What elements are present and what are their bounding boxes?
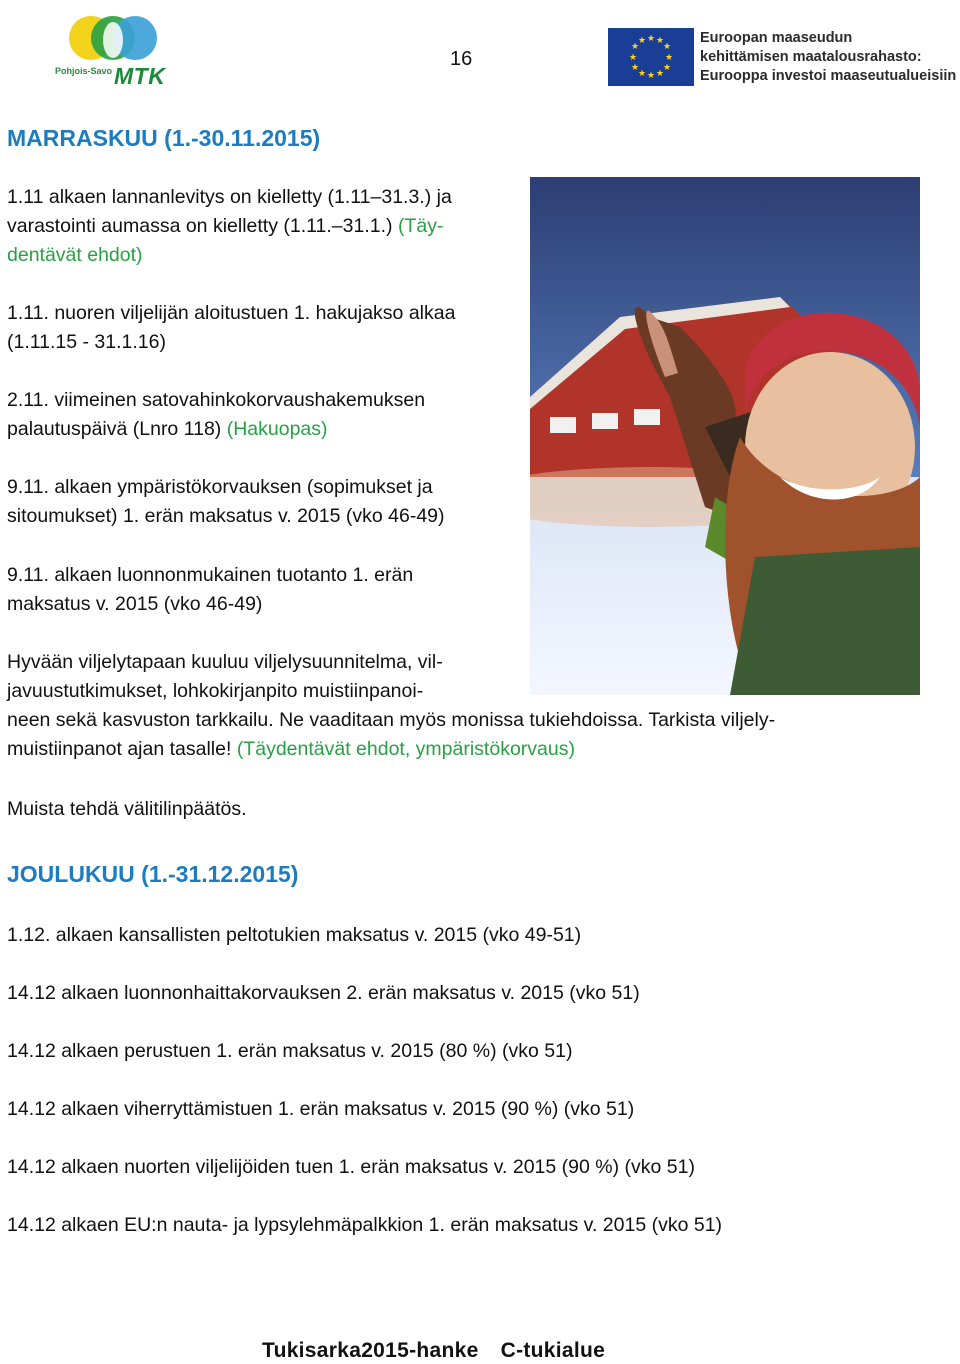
svg-text:★: ★ [630,42,640,52]
svg-text:★: ★ [655,36,665,46]
farm-photo [530,177,920,695]
nov-p5-line2: maksatus v. 2015 (vko 46-49) [7,593,263,615]
nov-p6-line3: neen sekä kasvuston tarkkailu. Ne vaaditaan myös monissa tukiehdoissa. Tarkista viljely- [7,709,776,731]
nov-p2-line1: 1.11. nuoren viljelijän aloitustuen 1. hakujakso alkaa [7,302,456,324]
svg-text:★: ★ [664,53,674,63]
taydentavat-ehdot-link-part2[interactable]: dentävät ehdot) [7,244,143,266]
nov-p6-line4 [7,735,575,764]
nov-p3-line2 [7,415,328,444]
svg-text:★: ★ [646,71,656,81]
nov-p3-line2-text: palautuspäivä (Lnro 118) [7,418,227,440]
eu-flag [608,28,694,86]
dec-item-4: 14.12 alkaen viherryttämistuen 1. erän maksatus v. 2015 (90 %) (vko 51) [7,1098,635,1120]
svg-text:★: ★ [637,36,647,46]
dec-item-5: 14.12 alkaen nuorten viljelijöiden tuen 1. erän maksatus v. 2015 (90 %) (vko 51) [7,1156,695,1178]
nov-p1-line2 [7,212,443,241]
nov-p3-line1: 2.11. viimeinen satovahinkokorvaushakemuksen [7,389,426,411]
dec-item-2: 14.12 alkaen luonnonhaittakorvauksen 2. erän maksatus v. 2015 (vko 51) [7,982,640,1004]
nov-p6-line4-text: muistiinpanot ajan tasalle! [7,738,237,760]
dec-item-3: 14.12 alkaen perustuen 1. erän maksatus v. 2015 (80 %) (vko 51) [7,1040,573,1062]
nov-p5-line1: 9.11. alkaen luonnonmukainen tuotanto 1. erän [7,564,414,586]
dec-item-6: 14.12 alkaen EU:n nauta- ja lypsylehmäpalkkion 1. erän maksatus v. 2015 (vko 51) [7,1214,723,1236]
nov-p1-line1: 1.11 alkaen lannanlevitys on kielletty (1.11–31.3.) ja [7,186,452,208]
footer-project: Tukisarka2015-hanke [262,1339,479,1362]
taydentavat-ehdot-link-part1[interactable]: (Täy- [397,215,444,237]
nov-p2-line2: (1.11.15 - 31.1.16) [7,331,166,353]
page-number: 16 [450,48,473,70]
eu-text-line1: Euroopan maaseudun [700,30,853,46]
svg-text:★: ★ [662,42,672,52]
svg-text:★: ★ [662,63,672,73]
farm-photo-illustration [530,177,920,695]
nov-p7: Muista tehdä välitilinpäätös. [7,798,247,820]
svg-text:★: ★ [630,63,640,73]
eu-stars-icon [608,28,694,86]
svg-text:★: ★ [646,34,656,44]
taydentavat-ymparistokorvaus-link[interactable]: (Täydentävät ehdot, ympäristökorvaus) [236,738,575,760]
nov-p6-line2: javuustutkimukset, lohkokirjanpito muistiinpanoi- [7,680,424,702]
mtk-logo-subtitle: Pohjois-Savo [55,66,113,76]
nov-p4-line1: 9.11. alkaen ympäristökorvauksen (sopimukset ja [7,476,433,498]
footer-unit: C-tukialue [500,1339,606,1362]
mtk-logo-wordmark: MTK [114,63,166,89]
november-heading: MARRASKUU (1.-30.11.2015) [7,125,321,151]
eu-text-line3: Eurooppa investoi maaseutualueisiin [700,68,957,84]
dec-item-1: 1.12. alkaen kansallisten peltotukien maksatus v. 2015 (vko 49-51) [7,924,582,946]
eu-funding-text [700,29,956,86]
footer [262,1339,605,1363]
mtk-logo-graphic [55,10,175,68]
svg-text:★: ★ [637,69,647,79]
svg-text:★: ★ [655,69,665,79]
nov-p4-line2: sitoumukset) 1. erän maksatus v. 2015 (vko 46-49) [7,505,445,527]
eu-text-line2: kehittämisen maatalousrahasto: [700,49,922,65]
nov-p1-line2-text: varastointi aumassa on kielletty (1.11.–31.1.) [7,215,398,237]
nov-p6-line1: Hyvään viljelytapaan kuuluu viljelysuunnitelma, vil- [7,651,443,673]
december-heading: JOULUKUU (1.-31.12.2015) [7,861,299,887]
svg-text:★: ★ [628,53,638,63]
hakuopas-link[interactable]: (Hakuopas) [226,418,328,440]
